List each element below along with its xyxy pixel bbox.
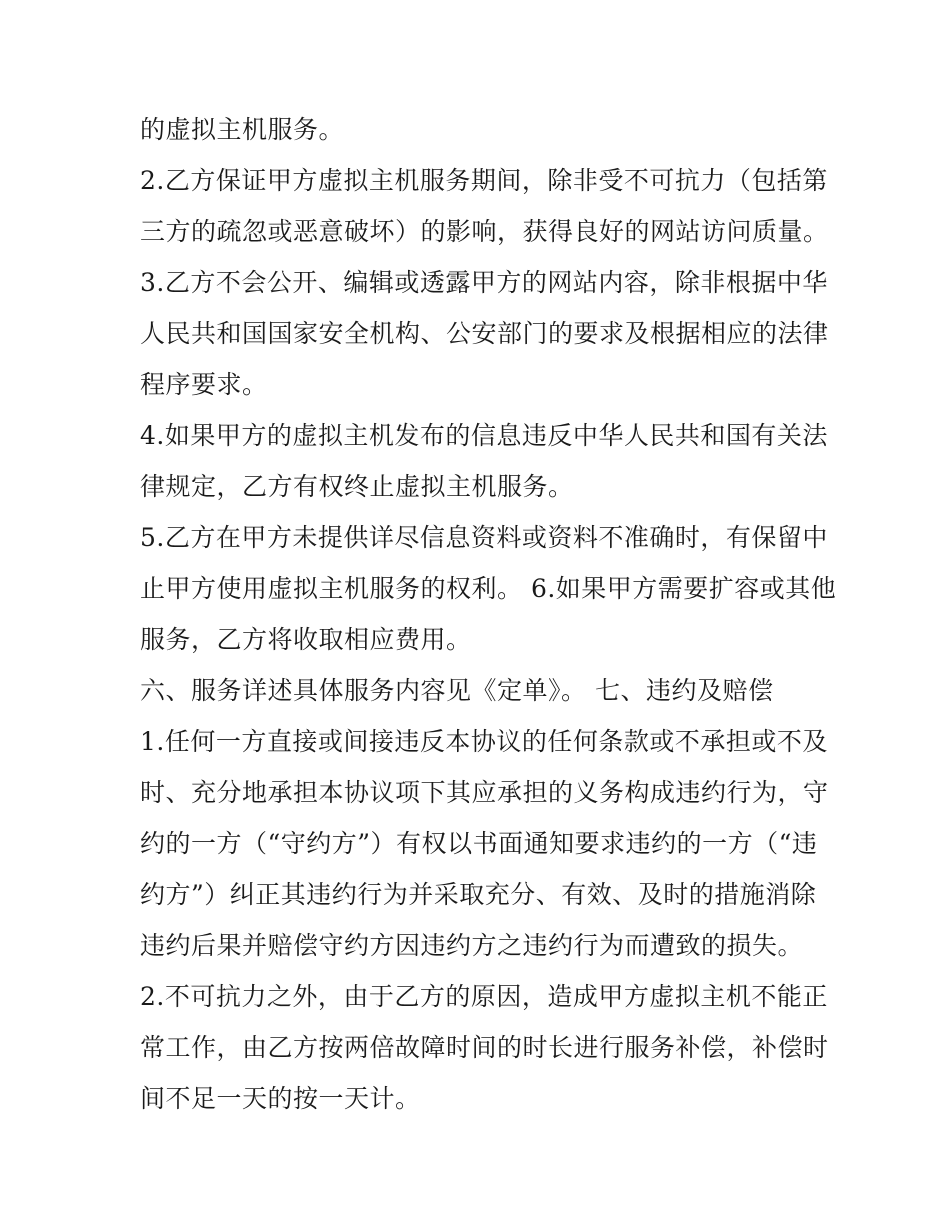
text-line: 服务，乙方将收取相应费用。 (140, 625, 472, 654)
text-line: 的虚拟主机服务。 (140, 115, 345, 144)
document-body (140, 104, 837, 1124)
text-line: 约方”）纠正其违约行为并采取充分、有效、及时的措施消除 (140, 880, 817, 909)
text-line: 2.不可抗力之外，由于乙方的原因，造成甲方虚拟主机不能正 (140, 982, 828, 1011)
text-line: 律规定，乙方有权终止虚拟主机服务。 (140, 472, 574, 501)
text-line: 3.乙方不会公开、编辑或透露甲方的网站内容，除非根据中华 (140, 268, 828, 297)
text-line: 人民共和国国家安全机构、公安部门的要求及根据相应的法律 (140, 319, 829, 348)
text-line: 常工作，由乙方按两倍故障时间的时长进行服务补偿，补偿时 (140, 1033, 829, 1062)
text-line: 4.如果甲方的虚拟主机发布的信息违反中华人民共和国有关法 (140, 421, 828, 450)
text-line: 时、充分地承担本协议项下其应承担的义务构成违约行为，守 (140, 778, 829, 807)
text-line: 1.任何一方直接或间接违反本协议的任何条款或不承担或不及 (140, 727, 828, 756)
text-line: 止甲方使用虚拟主机服务的权利。 6.如果甲方需要扩容或其他 (140, 574, 837, 603)
text-line: 三方的疏忽或恶意破坏）的影响，获得良好的网站访问质量。 (140, 217, 829, 246)
text-line: 约的一方（“守约方”）有权以书面通知要求违约的一方（“违 (140, 829, 818, 858)
text-line: 程序要求。 (140, 370, 268, 399)
section-heading-line: 六、服务详述具体服务内容见《定单》。 七、违约及赔偿 (140, 676, 774, 705)
text-line: 违约后果并赔偿守约方因违约方之违约行为而遭致的损失。 (140, 931, 804, 960)
text-line: 间不足一天的按一天计。 (140, 1084, 421, 1113)
text-line: 5.乙方在甲方未提供详尽信息资料或资料不准确时，有保留中 (140, 523, 828, 552)
text-line: 2.乙方保证甲方虚拟主机服务期间，除非受不可抗力（包括第 (140, 166, 828, 195)
